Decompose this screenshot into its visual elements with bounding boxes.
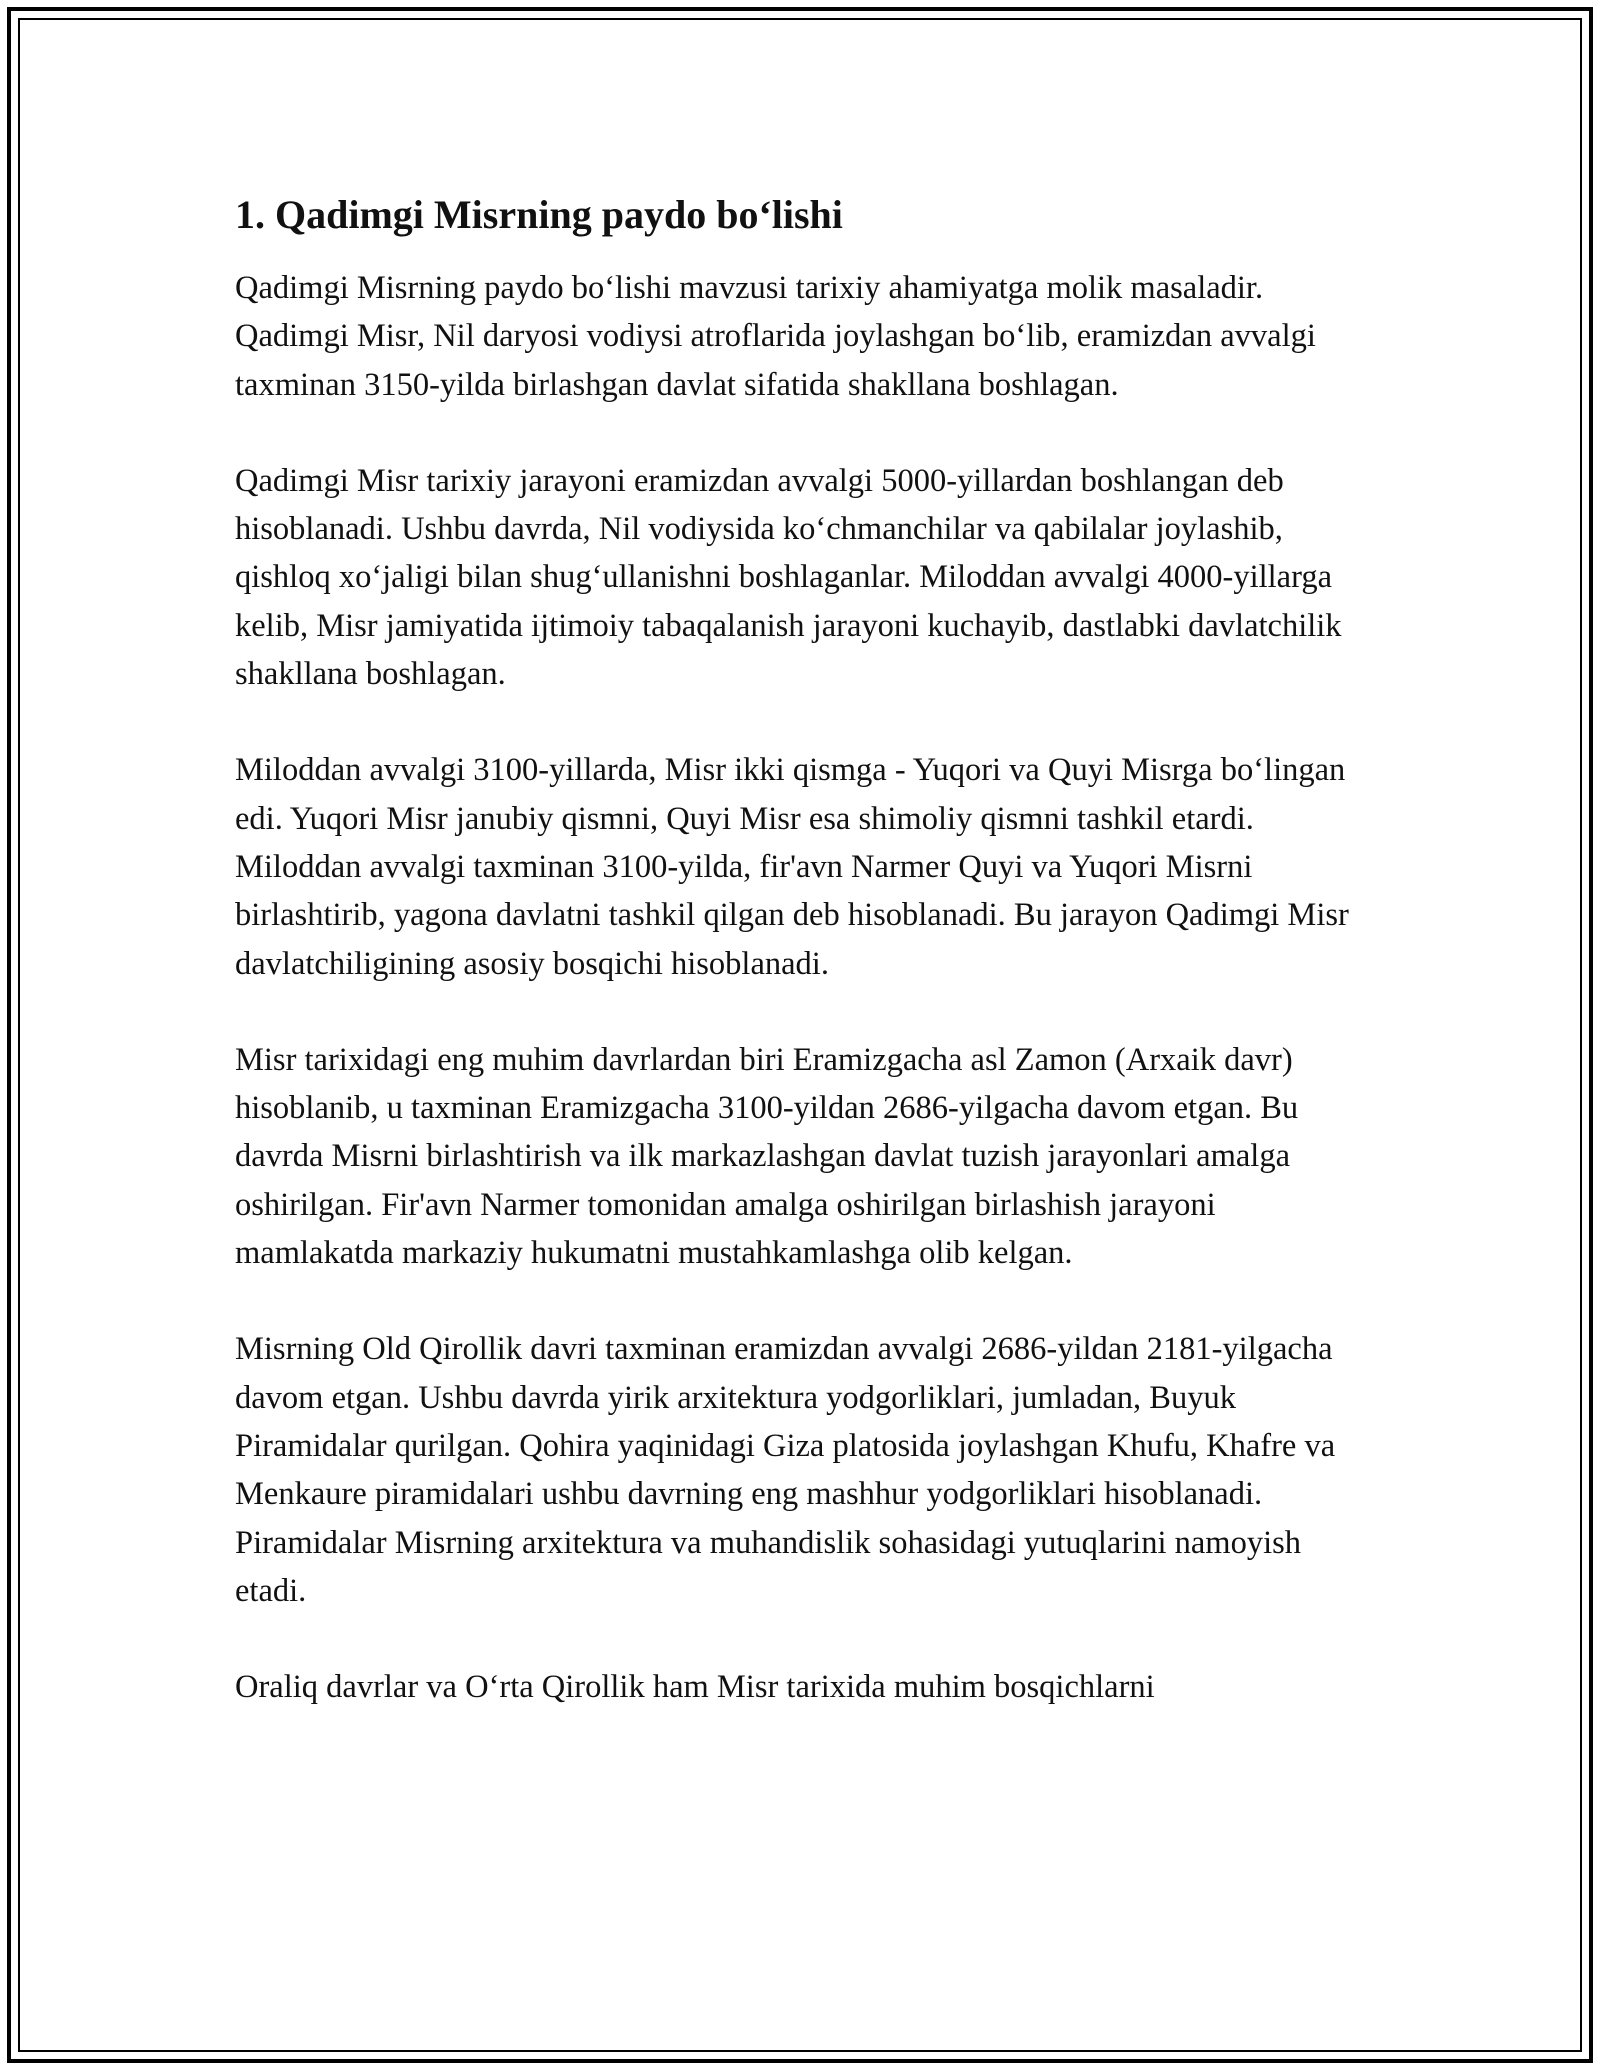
- paragraph-5: Misrning Old Qirollik davri taxminan eramizdan avvalgi 2686-yildan 2181-yilgacha davom etgan. Ushbu davrda yirik arxitektura yodgorliklari, jumladan, Buyuk Piramidalar qurilgan. Qohira yaqinidagi Giza platosida joylashgan Khufu, Khafre va Menkaure piramidalari ushbu davrning eng mashhur yodgorliklari hisoblanadi. Piramidalar Misrning arxitektura va muhandislik sohasidagi yutuqlarini namoyish etadi.: [235, 1331, 1336, 1609]
- paragraph-3: Miloddan avvalgi 3100-yillarda, Misr ikki qismga - Yuqori va Quyi Misrga bo‘lingan edi. Yuqori Misr janubiy qismni, Quyi Misr esa shimoliy qismni tashkil etardi. Miloddan avvalgi taxminan 3100-yilda, fir'avn Narmer Quyi va Yuqori Misrni birlashtirib, yagona davlatni tashkil qilgan deb hisoblanadi. Bu jarayon Qadimgi Misr davlatchiligining asosiy bosqichi hisoblanadi.: [235, 752, 1349, 982]
- paragraph-6: Oraliq davrlar va O‘rta Qirollik ham Misr tarixida muhim bosqichlarni: [235, 1669, 1155, 1706]
- document-body: [235, 188, 1365, 1759]
- paragraph-4: Misr tarixidagi eng muhim davrlardan biri Eramizgacha asl Zamon (Arxaik davr) hisoblanib, u taxminan Eramizgacha 3100-yildan 2686-yilgacha davom etgan. Bu davrda Misrni birlashtirish va ilk markazlashgan davlat tuzish jarayonlari amalga oshirilgan. Fir'avn Narmer tomonidan amalga oshirilgan birlashish jarayoni mamlakatda markaziy hukumatni mustahkamlashga olib kelgan.: [235, 1041, 1299, 1272]
- paragraph-2: Qadimgi Misr tarixiy jarayoni eramizdan avvalgi 5000-yillardan boshlangan deb hisoblanadi. Ushbu davrda, Nil vodiysida ko‘chmanchilar va qabilalar joylashib, qishloq xo‘jaligi bilan shug‘ullanishni boshlaganlar. Miloddan avvalgi 4000-yillarga kelib, Misr jamiyatida ijtimoiy tabaqalanish jarayoni kuchayib, dastlabki davlatchilik shakllana boshlagan.: [235, 462, 1342, 693]
- paragraph-1: Qadimgi Misrning paydo bo‘lishi mavzusi tarixiy ahamiyatga molik masaladir. Qadimgi Misr, Nil daryosi vodiysi atroflarida joylashgan bo‘lib, eramizdan avvalgi taxminan 3150-yilda birlashgan davlat sifatida shakllana boshlagan.: [235, 270, 1316, 403]
- section-heading: 1. Qadimgi Misrning paydo bo‘lishi: [235, 192, 843, 237]
